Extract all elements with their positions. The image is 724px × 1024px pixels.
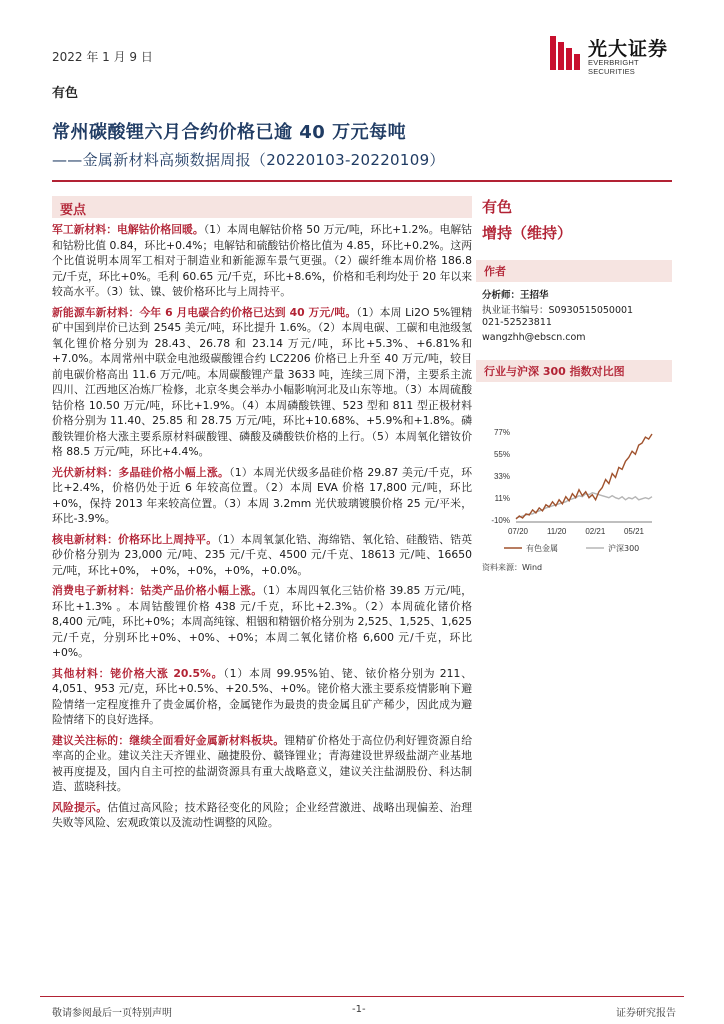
footer-divider bbox=[40, 996, 684, 997]
kp-section-highlight: 其他材料：铑价格大涨 20.5%。 bbox=[52, 666, 224, 680]
sidebar-category: 有色 bbox=[482, 198, 513, 216]
legend-label: 有色金属 bbox=[526, 544, 558, 553]
key-points-heading: 要点 bbox=[60, 203, 87, 218]
kp-section-highlight: 新能源车新材料：今年 6 月电碳合约价格已达到 40 万元/吨。 bbox=[52, 305, 357, 319]
author-header bbox=[476, 260, 672, 282]
key-points-header bbox=[52, 196, 472, 218]
kp-section-text: （1）本周四氧化三钴价格 39.85 万元/吨，环比+1.3% 。本周钴酸锂价格 438 元/千克，环比+2.3%。（2）本周硫化锗价格 8,400 元/吨，环比+0%；本周高纯镓、粗铟和精铟价格分别为 2,525、1,525、1,625 元/千克，分别环比+0%、+0%、+0%；本周二氧化锗价格 6,600 元/千克，环比+0%。 bbox=[52, 584, 473, 659]
kp-section bbox=[52, 800, 472, 831]
y-tick-label: 11% bbox=[494, 494, 510, 503]
analyst-email[interactable]: wangzhh@ebscn.com bbox=[482, 332, 586, 343]
x-tick-label: 07/20 bbox=[507, 527, 529, 536]
everbright-logo bbox=[548, 34, 678, 74]
index-comparison-chart bbox=[476, 420, 672, 570]
logo-name: 光大证券 bbox=[588, 38, 669, 60]
kp-section-text: （1）本周光伏级多晶硅价格 29.87 美元/千克，环比+2.4%，价格仍处于近 6 年较高位置。（2）本周 EVA 价格 17,800 元/吨，环比+0%，保持 2013 年来较高位置。（3）本周 3.2mm 光伏玻璃镀膜价格 25 元/平米，环比-3.9%。 bbox=[52, 465, 473, 525]
analyst-phone: 021-52523811 bbox=[482, 317, 552, 328]
legend-label: 沪深300 bbox=[608, 544, 640, 553]
chart-heading: 行业与沪深 300 指数对比图 bbox=[484, 365, 625, 378]
analyst-license: 执业证书编号：S0930515050001 bbox=[482, 305, 634, 316]
author-heading: 作者 bbox=[484, 265, 506, 278]
kp-section-highlight: 军工新材料：电解钴价格回暖。 bbox=[52, 223, 204, 236]
everbright-logo-icon bbox=[548, 34, 582, 72]
x-tick-label: 02/21 bbox=[585, 527, 606, 536]
kp-section bbox=[52, 532, 472, 579]
kp-section-text: 锂精矿价格处于高位仍利好锂资源自给率高的企业。建议关注天齐锂业、融捷股份、赣锋锂业；青海建设世界级盐湖产业基地被再度提及，国内自主可控的盐湖资源具有重大战略意义，建议关注盐湖股份、科达制造、蓝晓科技。 bbox=[52, 733, 472, 793]
kp-section-text: （1）本周氧氯化锆、海绵锆、氧化铪、硅酸锆、锆英砂价格分别为 23,000 元/吨、235 元/千克、4500 元/千克、18613 元/吨、16650 元/吨，环比+0%， +0%，+0%，+0%，+0.0%。 bbox=[52, 532, 473, 577]
kp-section-highlight: 光伏新材料：多晶硅价格小幅上涨。 bbox=[52, 465, 230, 479]
x-tick-label: 11/20 bbox=[546, 527, 567, 536]
chart-header bbox=[476, 360, 672, 382]
kp-section bbox=[52, 583, 472, 661]
y-tick-label: 55% bbox=[493, 450, 510, 459]
kp-section-highlight: 核电新材料：价格环比上周持平。 bbox=[52, 532, 218, 546]
kp-section bbox=[52, 305, 472, 460]
series-line bbox=[516, 493, 652, 518]
y-tick-label: 33% bbox=[493, 472, 510, 481]
kp-section bbox=[52, 222, 472, 300]
y-tick-label: 77% bbox=[493, 428, 510, 437]
kp-section-text: （1）本周 Li2O 5%锂精矿中国到岸价已达到 2545 美元/吨，环比提升 1.6%。（2）本周电碳、工碳和电池级氢氧化锂价格分别为 28.43、26.78 和 23.14 万元/吨，环比+5.3%、+6.81%和+7.0%。本周常州中联金电池级碳酸锂合约 LC2206 价格已上升至 40 万元/吨，较目前电碳价格高出 11.6 万元/吨。本周碳酸锂产量 3633 吨，连续三周下滑，主要系主流四川、江西地区冶炼厂检修，北京冬奥会举办小幅影响河北及山东等地。（3）本周硫酸钴价格 10.50 万元/吨，环比+1.9%。（4）本周磷酸铁锂、523 型和 811 型正极材料价格分别为 11.40、25.85 和 28.75 万元/吨，环比+10.68%、+5.9%和+1.8%。磷酸铁锂价格大涨主要系原材料碳酸锂、磷酸及磷酸铁价格的上行。（5）本周氧化镨钕价格 88.5 万元/吨，环比+4.4%。 bbox=[52, 305, 472, 458]
kp-section-highlight: 消费电子新材料：钴类产品价格小幅上涨。 bbox=[52, 584, 263, 597]
analyst-name: 分析师：王招华 bbox=[482, 290, 549, 301]
x-tick-label: 05/21 bbox=[623, 527, 645, 536]
footer-disclaimer: 敬请参阅最后一页特别声明 bbox=[52, 1008, 172, 1019]
series-line bbox=[516, 434, 652, 519]
kp-section bbox=[52, 666, 472, 728]
kp-section-text: （1）本周电解钴价格 50 万元/吨，环比+1.2%。电解钴和钴粉比值 0.84，环比+0.4%；电解钴和硫酸钴价格比值为 4.85，环比+0.2%。这两个比值说明本周军工相对于制造业和新能源车景气更强。（2）碳纤维本周价格 186.8 元/千克，环比+0%。毛利 60.65 元/千克，环比+8.6%，价格和毛利均处于 20 年以来较高水平。（3）钛、镍、铍价格环比与上周持平。 bbox=[52, 223, 473, 298]
sidebar-rating: 增持（维持） bbox=[482, 224, 573, 242]
page-number: -1- bbox=[352, 1004, 366, 1015]
report-category: 有色 bbox=[52, 86, 79, 101]
kp-section-text: 估值过高风险；技术路径变化的风险；企业经营激进、战略出现偏差、治理失败等风险、宏观政策以及流动性调整的风险。 bbox=[52, 800, 473, 829]
logo-en: EVERBRIGHT SECURITIES bbox=[588, 58, 639, 76]
key-points-body bbox=[52, 222, 472, 836]
footer-report-type: 证券研究报告 bbox=[616, 1008, 676, 1019]
kp-section bbox=[52, 733, 472, 795]
y-tick-label: -10% bbox=[491, 516, 510, 525]
report-subtitle: ——金属新材料高频数据周报（20220103-20220109） bbox=[52, 151, 445, 169]
kp-section-text: （1）本周 99.95%铂、铑、铱价格分别为 211、4,051、953 元/克，环比+0.5%、+20.5%、+0%。铑价格大涨主要系疫情影响下避险情绪一定程度推升了贵金属价格，金属铑作为最贵的贵金属且矿产稀少，因此成为避险情绪下的良好选择。 bbox=[52, 666, 473, 726]
kp-section-highlight: 建议关注标的：继续全面看好金属新材料板块。 bbox=[52, 733, 285, 747]
chart-svg bbox=[476, 420, 672, 562]
kp-section-highlight: 风险提示。 bbox=[52, 800, 108, 814]
report-title: 常州碳酸锂六月合约价格已逾 40 万元每吨 bbox=[52, 122, 407, 143]
report-date: 2022 年 1 月 9 日 bbox=[52, 50, 153, 64]
chart-source: 资料来源：Wind bbox=[482, 563, 543, 572]
title-divider bbox=[52, 180, 672, 182]
kp-section bbox=[52, 465, 472, 527]
